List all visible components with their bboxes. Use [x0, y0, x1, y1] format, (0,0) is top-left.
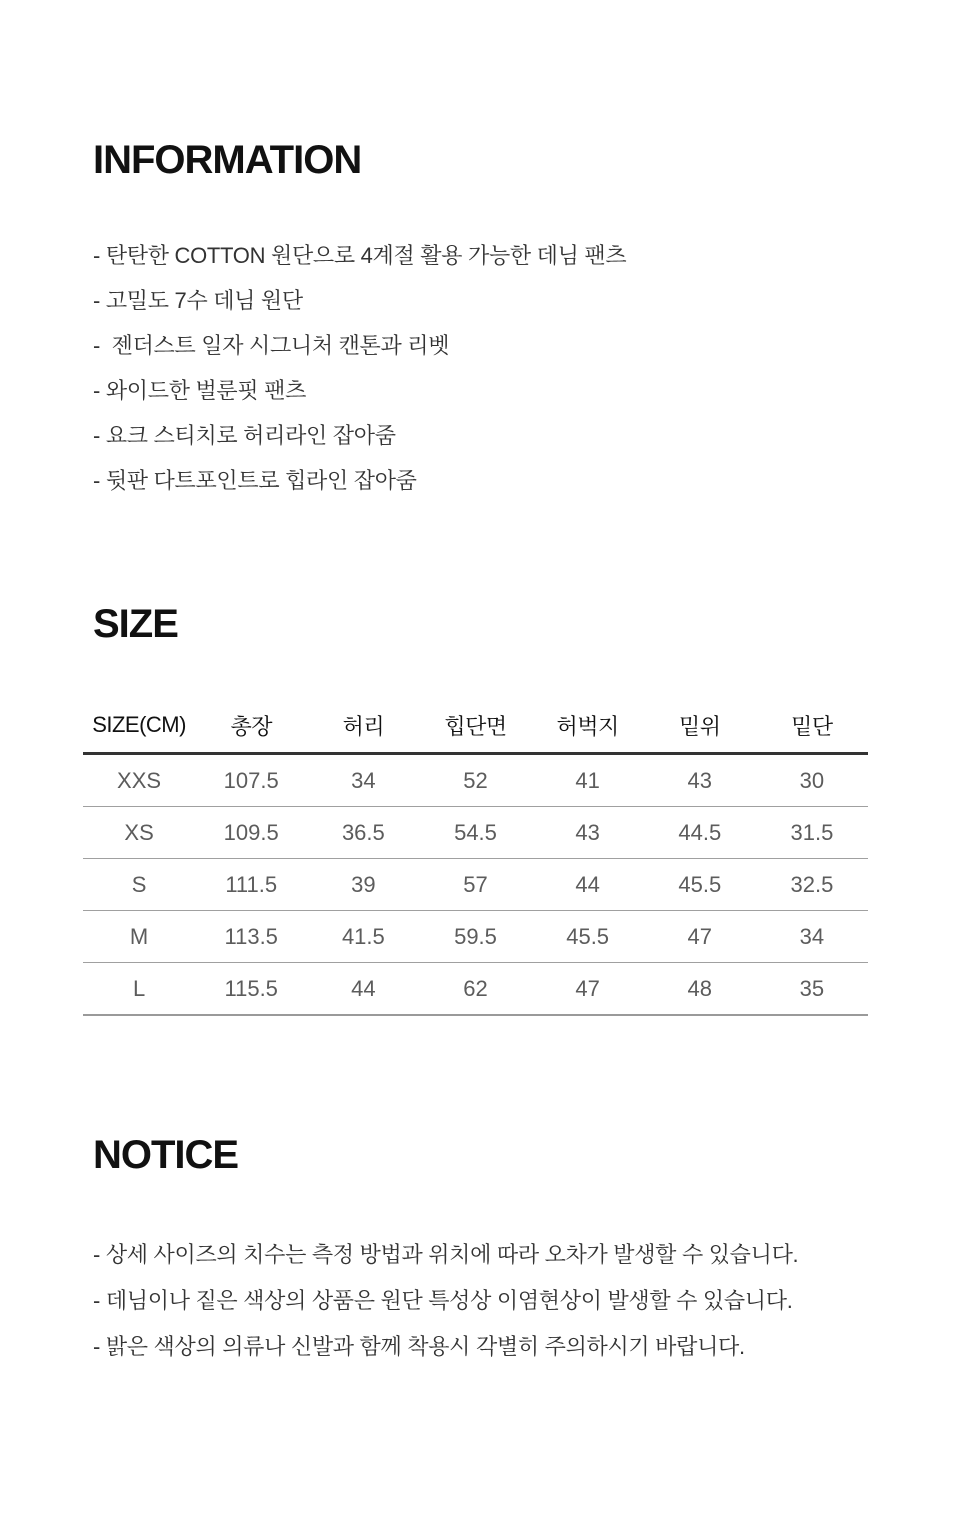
information-title: INFORMATION — [93, 138, 362, 182]
size-title: SIZE — [93, 602, 178, 646]
size-table-body — [83, 754, 868, 1016]
size-value-cell: 44 — [532, 859, 644, 911]
size-value-cell: 48 — [644, 963, 756, 1016]
size-value-cell: 47 — [644, 911, 756, 963]
size-table-header-cell: 허리 — [307, 698, 419, 754]
size-label-cell: S — [83, 859, 195, 911]
size-section — [0, 604, 960, 1016]
size-label-cell: L — [83, 963, 195, 1016]
size-value-cell: 44.5 — [644, 807, 756, 859]
notice-list — [93, 1232, 960, 1370]
size-label-cell: XS — [83, 807, 195, 859]
size-table-header-cell: 밑단 — [756, 698, 868, 754]
size-value-cell: 57 — [419, 859, 531, 911]
size-value-cell: 109.5 — [195, 807, 307, 859]
size-table-head — [83, 698, 868, 754]
size-value-cell: 39 — [307, 859, 419, 911]
table-row — [83, 911, 868, 963]
size-value-cell: 44 — [307, 963, 419, 1016]
notice-item: - 데님이나 짙은 색상의 상품은 원단 특성상 이염현상이 발생할 수 있습니다. — [93, 1288, 793, 1313]
size-value-cell: 115.5 — [195, 963, 307, 1016]
size-table-header-cell: 밑위 — [644, 698, 756, 754]
size-value-cell: 34 — [756, 911, 868, 963]
size-value-cell: 43 — [644, 754, 756, 807]
size-value-cell: 54.5 — [419, 807, 531, 859]
size-table-header-cell: 허벅지 — [532, 698, 644, 754]
table-row — [83, 963, 868, 1016]
size-value-cell: 111.5 — [195, 859, 307, 911]
information-section — [0, 140, 960, 503]
size-value-cell: 45.5 — [644, 859, 756, 911]
size-value-cell: 62 — [419, 963, 531, 1016]
size-value-cell: 113.5 — [195, 911, 307, 963]
size-label-cell: XXS — [83, 754, 195, 807]
table-row — [83, 807, 868, 859]
size-label-cell: M — [83, 911, 195, 963]
table-row — [83, 754, 868, 807]
size-value-cell: 30 — [756, 754, 868, 807]
size-value-cell: 47 — [532, 963, 644, 1016]
information-item: - 탄탄한 COTTON 원단으로 4계절 활용 가능한 데님 팬츠 — [93, 243, 627, 268]
information-list — [93, 233, 960, 503]
size-table — [83, 698, 868, 1016]
table-row — [83, 859, 868, 911]
size-value-cell: 32.5 — [756, 859, 868, 911]
size-value-cell: 41 — [532, 754, 644, 807]
size-value-cell: 59.5 — [419, 911, 531, 963]
size-value-cell: 36.5 — [307, 807, 419, 859]
information-item: - 뒷판 다트포인트로 힙라인 잡아줌 — [93, 468, 417, 493]
size-value-cell: 43 — [532, 807, 644, 859]
information-item: - 와이드한 벌룬핏 팬츠 — [93, 378, 307, 403]
size-value-cell: 45.5 — [532, 911, 644, 963]
size-value-cell: 35 — [756, 963, 868, 1016]
notice-section — [0, 1135, 960, 1370]
size-value-cell: 107.5 — [195, 754, 307, 807]
size-value-cell: 52 — [419, 754, 531, 807]
size-value-cell: 41.5 — [307, 911, 419, 963]
size-value-cell: 31.5 — [756, 807, 868, 859]
information-item: - 젠더스트 일자 시그니처 캔톤과 리벳 — [93, 333, 450, 358]
size-table-header-cell: 힙단면 — [419, 698, 531, 754]
notice-title: NOTICE — [93, 1133, 239, 1177]
notice-item: - 밝은 색상의 의류나 신발과 함께 착용시 각별히 주의하시기 바랍니다. — [93, 1334, 745, 1359]
size-table-header-cell: SIZE(CM) — [83, 698, 195, 754]
size-table-header-row — [83, 698, 868, 754]
information-item: - 요크 스티치로 허리라인 잡아줌 — [93, 423, 396, 448]
size-table-header-cell: 총장 — [195, 698, 307, 754]
notice-item: - 상세 사이즈의 치수는 측정 방법과 위치에 따라 오차가 발생할 수 있습니다. — [93, 1242, 799, 1267]
information-item: - 고밀도 7수 데님 원단 — [93, 288, 303, 313]
size-value-cell: 34 — [307, 754, 419, 807]
